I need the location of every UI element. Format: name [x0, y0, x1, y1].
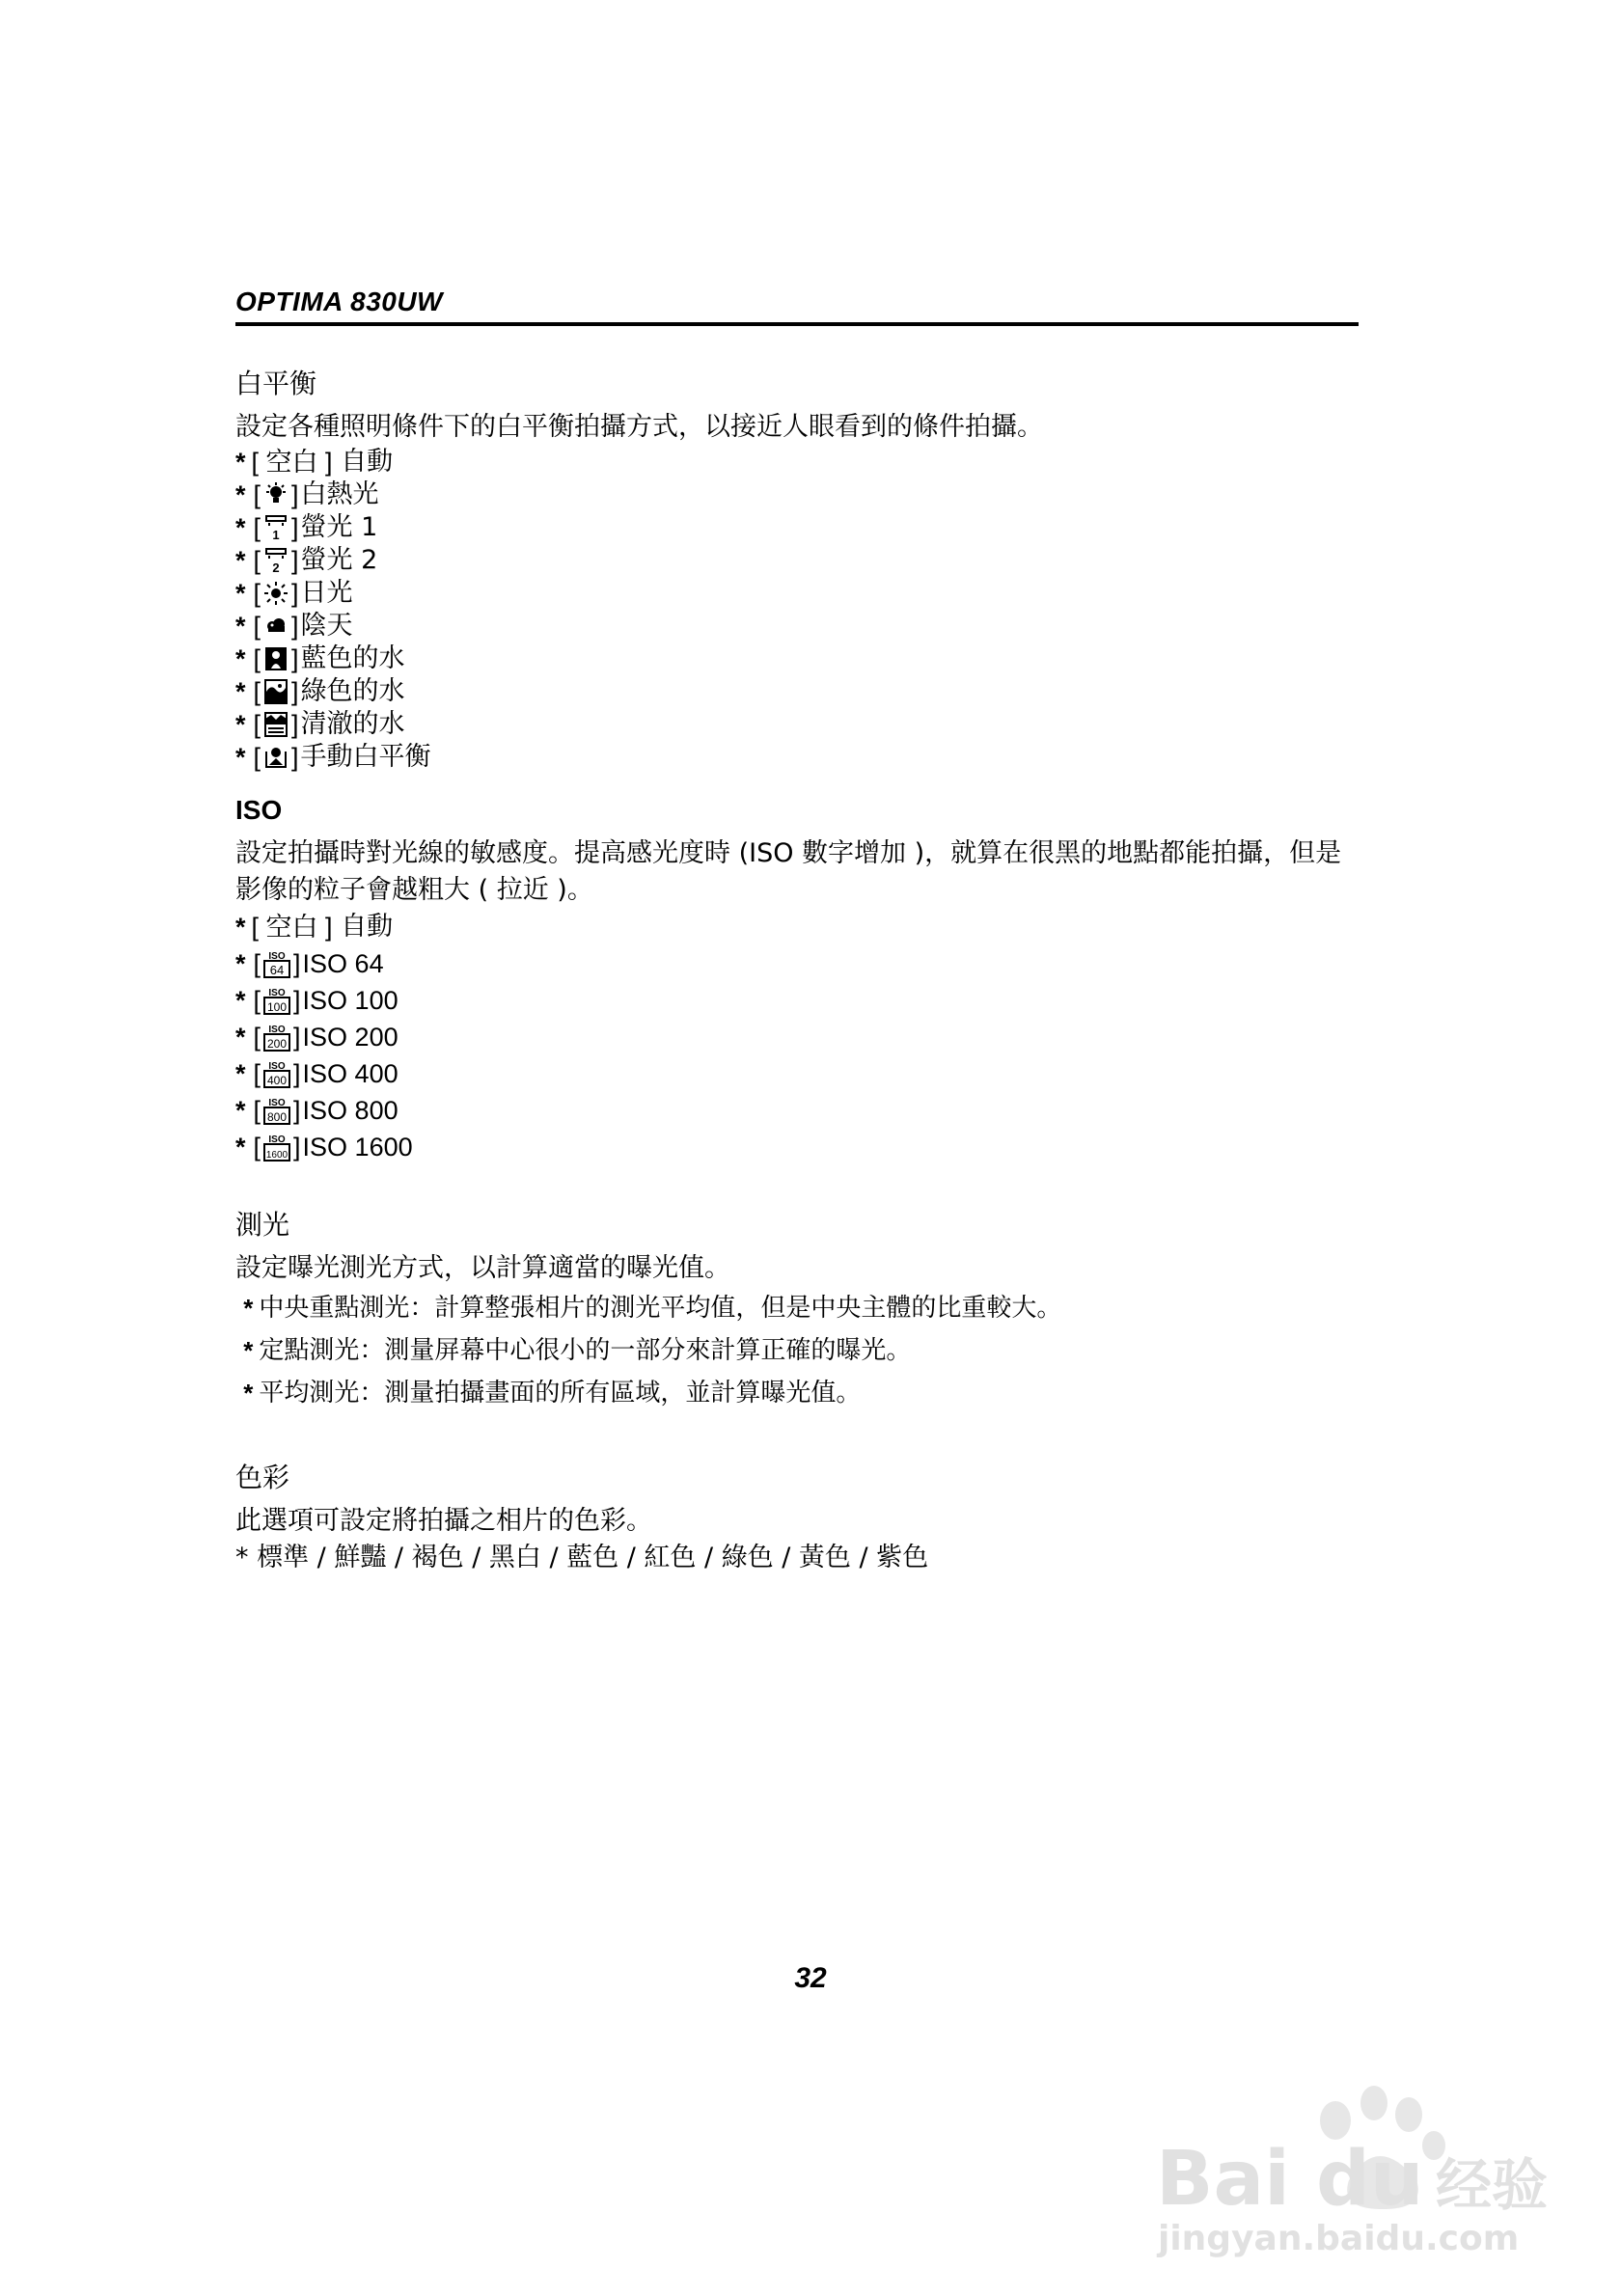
- bracket-open: [: [253, 644, 261, 673]
- bracket-open: [: [253, 1059, 261, 1088]
- list-item: [235, 1372, 1359, 1414]
- list-item: [235, 1129, 1359, 1165]
- iso-64-icon: [262, 948, 291, 979]
- metering-section: [235, 1208, 1359, 1414]
- svg-text:ISO: ISO: [268, 1025, 286, 1035]
- list-item: [235, 909, 1359, 945]
- list-item-label: 螢光 2: [300, 545, 378, 575]
- color-heading: 色彩: [235, 1462, 290, 1493]
- fluorescent-1-icon: [263, 514, 288, 541]
- bullet: *: [235, 1096, 246, 1125]
- svg-text:2: 2: [272, 560, 280, 574]
- bracket-open: [: [253, 743, 261, 772]
- bullet: *: [235, 743, 246, 772]
- bullet: *: [235, 612, 246, 641]
- bracket-close: ]: [291, 644, 299, 673]
- color-description: 此選項可設定將拍攝之相片的色彩。: [235, 1506, 652, 1536]
- watermark-brand: Bai du: [1156, 2136, 1424, 2223]
- iso-100-icon: [262, 985, 291, 1016]
- bracket-close: ]: [293, 1133, 301, 1162]
- page-number: 32: [794, 1962, 827, 1994]
- bullet: *: [235, 710, 246, 739]
- bracket-open: [: [253, 677, 261, 706]
- list-item: [235, 1329, 1359, 1372]
- bracket-close: ]: [291, 513, 299, 542]
- list-item: [235, 1287, 1359, 1329]
- list-item: [235, 675, 1359, 708]
- list-item-label: 自動: [341, 447, 394, 477]
- bracket-close: ]: [291, 743, 299, 772]
- svg-text:1: 1: [272, 528, 280, 541]
- list-item: [235, 544, 1359, 577]
- iso-icon-value: 400: [267, 1074, 288, 1087]
- list-item: [235, 982, 1359, 1019]
- bullet: *: [235, 513, 246, 542]
- iso-list: [235, 909, 1359, 1165]
- list-item-label: 手動白平衡: [300, 742, 431, 772]
- white-balance-section: [235, 367, 1359, 774]
- bullet: *: [235, 448, 246, 477]
- list-item-label: 藍色的水: [300, 643, 405, 673]
- list-item-label: 自動: [341, 912, 394, 942]
- bracket-open: [: [253, 480, 261, 509]
- list-item-label: 白熱光: [300, 479, 379, 509]
- list-item-label: 陰天: [300, 611, 353, 641]
- iso-icon-value: 200: [267, 1037, 288, 1051]
- bracket-close: ]: [291, 480, 299, 509]
- list-item-label: ISO 400: [302, 1059, 398, 1088]
- green-water-icon: [263, 678, 288, 705]
- bracket-open: [: [253, 1096, 261, 1125]
- daylight-icon: [263, 580, 288, 607]
- cloudy-icon: [263, 613, 288, 640]
- bracket-open: [: [253, 1133, 261, 1162]
- clear-water-icon: [263, 711, 288, 738]
- bracket-close: ]: [291, 579, 299, 608]
- bracket-open: [: [253, 513, 261, 542]
- list-item-label: 螢光 1: [300, 512, 378, 542]
- list-item-label: 平均測光：測量拍攝畫面的所有區域，並計算曝光值。: [259, 1379, 862, 1408]
- iso-icon-value: 1600: [265, 1150, 288, 1161]
- bracket-open: [: [253, 1023, 261, 1052]
- document-title: OPTIMA 830UW: [235, 287, 443, 316]
- list-item: [235, 708, 1359, 741]
- bullet: *: [235, 579, 246, 608]
- iso-1600-icon: [262, 1132, 291, 1162]
- watermark-brand-cn: 经验: [1436, 2152, 1549, 2218]
- bracket-open: [: [253, 986, 261, 1015]
- list-item: [235, 945, 1359, 982]
- baidu-jingyan-watermark: [1146, 2064, 1552, 2257]
- list-item: [235, 1055, 1359, 1092]
- iso-icon-value: 800: [267, 1110, 288, 1124]
- list-item-label: ISO 800: [302, 1096, 398, 1125]
- blue-water-icon: [263, 645, 288, 672]
- manual-wb-icon: [263, 744, 288, 771]
- header-divider: [235, 322, 1359, 326]
- list-item: [235, 642, 1359, 675]
- list-item-label: 日光: [300, 578, 353, 608]
- list-item-label: 定點測光：測量屏幕中心很小的一部分來計算正確的曝光。: [259, 1336, 912, 1365]
- bullet: *: [235, 913, 246, 942]
- bullet: *: [235, 1133, 246, 1162]
- metering-list: [235, 1287, 1359, 1414]
- metering-description: 設定曝光測光方式，以計算適當的曝光值。: [235, 1253, 730, 1283]
- svg-text:ISO: ISO: [268, 1061, 286, 1072]
- bullet: *: [235, 546, 246, 575]
- bracket-close: ]: [293, 1096, 301, 1125]
- color-options: * 標準 / 鮮豔 / 褐色 / 黑白 / 藍色 / 紅色 / 綠色 / 黃色 / 紫色: [235, 1543, 929, 1572]
- list-item-label: ISO 100: [302, 986, 398, 1015]
- iso-section: [235, 793, 1359, 1165]
- spacer: [235, 1165, 1359, 1208]
- bracket-open: [: [253, 546, 261, 575]
- bullet: *: [243, 1336, 254, 1365]
- svg-text:ISO: ISO: [268, 1098, 286, 1108]
- blank-option: [ 空白 ]: [251, 448, 333, 477]
- iso-heading: ISO: [235, 795, 283, 825]
- list-item: [235, 511, 1359, 544]
- list-item: [235, 478, 1359, 511]
- list-item-label: ISO 64: [302, 949, 384, 978]
- bullet: *: [243, 1294, 254, 1323]
- bullet: *: [235, 1023, 246, 1052]
- iso-400-icon: [262, 1058, 291, 1089]
- bracket-close: ]: [291, 710, 299, 739]
- bullet: *: [235, 480, 246, 509]
- watermark-url: jingyan.baidu.com: [1158, 2219, 1520, 2257]
- metering-heading: 測光: [235, 1209, 290, 1241]
- incandescent-icon: [263, 481, 288, 508]
- bullet: *: [243, 1379, 254, 1408]
- bracket-close: ]: [293, 986, 301, 1015]
- bracket-close: ]: [291, 677, 299, 706]
- list-item: [235, 1019, 1359, 1055]
- svg-text:ISO: ISO: [268, 951, 286, 962]
- iso-icon-value: 100: [267, 1000, 288, 1014]
- bracket-close: ]: [291, 546, 299, 575]
- bullet: *: [235, 986, 246, 1015]
- white-balance-list: [235, 446, 1359, 774]
- list-item-label: 中央重點測光：計算整張相片的測光平均值，但是中央主體的比重較大。: [259, 1294, 1062, 1323]
- bullet: *: [235, 644, 246, 673]
- list-item: [235, 741, 1359, 774]
- white-balance-heading: 白平衡: [235, 368, 317, 399]
- bracket-close: ]: [293, 1059, 301, 1088]
- bracket-close: ]: [293, 949, 301, 978]
- bullet: *: [235, 677, 246, 706]
- bullet: *: [235, 1059, 246, 1088]
- bracket-open: [: [253, 612, 261, 641]
- bracket-close: ]: [293, 1023, 301, 1052]
- bracket-open: [: [253, 579, 261, 608]
- color-section: [235, 1461, 1359, 1576]
- spacer: [235, 774, 1359, 793]
- iso-description: 設定拍攝時對光線的敏感度。提高感光度時 (ISO 數字增加 )，就算在很黑的地點都能拍攝，但是影像的粒子會越粗大 ( 拉近 )。: [235, 838, 1342, 905]
- page-header: [235, 286, 1359, 326]
- list-item-label: ISO 1600: [302, 1133, 413, 1162]
- blank-option: [ 空白 ]: [251, 913, 333, 942]
- list-item-label: ISO 200: [302, 1023, 398, 1052]
- svg-text:ISO: ISO: [268, 1134, 286, 1145]
- page-content: [235, 367, 1359, 1576]
- bullet: *: [235, 949, 246, 978]
- list-item: [235, 577, 1359, 610]
- iso-800-icon: [262, 1095, 291, 1126]
- list-item-label: 清澈的水: [300, 709, 405, 739]
- iso-icon-value: 64: [269, 963, 285, 977]
- spacer: [235, 1414, 1359, 1461]
- list-item: [235, 446, 1359, 478]
- bracket-open: [: [253, 710, 261, 739]
- list-item: [235, 610, 1359, 642]
- bracket-open: [: [253, 949, 261, 978]
- iso-200-icon: [262, 1022, 291, 1052]
- fluorescent-2-icon: [263, 547, 288, 574]
- list-item: [235, 1092, 1359, 1129]
- list-item-label: 綠色的水: [300, 676, 405, 706]
- white-balance-description: 設定各種照明條件下的白平衡拍攝方式，以接近人眼看到的條件拍攝。: [235, 412, 1043, 442]
- bracket-close: ]: [291, 612, 299, 641]
- svg-text:ISO: ISO: [268, 988, 286, 998]
